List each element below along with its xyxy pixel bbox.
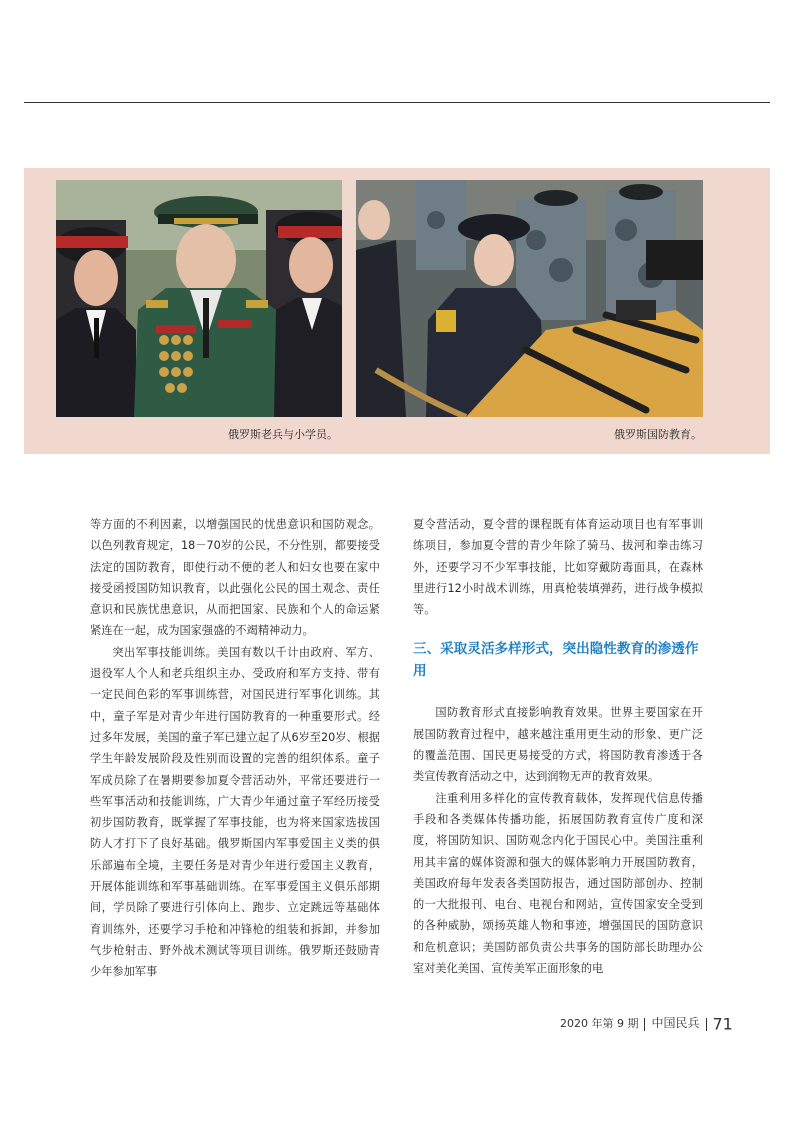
photo-veteran-cadets-image (56, 180, 342, 417)
photo-defense-education-image (356, 180, 703, 417)
paragraph: 国防教育形式直接影响教育效果。世界主要国家在开展国防教育过程中，越来越注重用更生动的形象、更广泛的覆盖范围、国民更易接受的方式，将国防教育渗透于各类宣传教育活动之中，达到润物无声的教育效果。 (413, 706, 703, 784)
paragraph: 注重利用多样化的宣传教育载体，发挥现代信息传播手段和各类媒体传播功能，拓展国防教育宣传广度和深度，将国防知识、国防观念内化于国民心中。美国注重利用其丰富的媒体资源和强大的媒体影响力开展国防教育，美国政府每年发表各类国防报告，通过国防部创办、控制的一大批报刊、电台、电视台和网站，宣传国家安全受到的各种威胁，颂扬英雄人物和事迹，增强国民的国防意识和危机意识；美国防部负责公共事务的国防部长助理办公室对美化美国、宣传美军正面形象的电 (413, 791, 703, 976)
column-left (90, 514, 380, 983)
caption-right: 俄罗斯国防教育。 (614, 428, 702, 441)
paragraph: 突出军事技能训练。美国有数以千计由政府、军方、退役军人个人和老兵组织主办、受政府和军方支持、带有一定民间色彩的军事训练营，对国民进行军事化训练。其中，童子军是对青少年进行国防教育的一种重要形式。经过多年发展，美国的童子军已建立起了从6岁至20岁、根据学生年龄发展阶段及性别而设置的完善的组织体系。童子军成员除了在暑期要参加夏令营活动外，平常还要进行一些军事活动和技能训练，广大青少年通过童子军经历接受初步国防教育，既掌握了军事技能，也为将来国家选拔国防人才打下了良好基础。俄罗斯国内军事爱国主义类的俱乐部遍布全境，主要任务是对青少年进行爱国主义教育，开展体能训练和军事基础训练。在军事爱国主义俱乐部期间，学员除了要进行引体向上、跑步、立定跳远等基础体育训练外，还要学习手枪和冲锋枪的组装和拆卸，并参加气步枪射击、野外战术测试等项目训练。俄罗斯还鼓励青少年参加军事 (90, 645, 380, 979)
footer-divider (706, 1018, 707, 1031)
paragraph: 夏令营活动，夏令营的课程既有体育运动项目也有军事训练项目，参加夏令营的青少年除了骑马、拔河和拳击练习外，还要学习不少军事技能，比如穿戴防毒面具，在森林里进行12小时战术训练，用真枪装填弹药，进行战争模拟等。 (413, 518, 703, 617)
photo-defense-education (356, 180, 703, 417)
paragraph: 等方面的不利因素，以增强国民的忧患意识和国防观念。以色列教育规定，18－70岁的公民，不分性别，都要接受法定的国防教育，即使行动不便的老人和妇女也要在家中接受函授国防知识教育，以此强化公民的国土观念、责任意识和民族忧患意识，从而把国家、民族和个人的命运紧紧连在一起，成为国家强盛的不竭精神动力。 (90, 518, 380, 638)
section-heading: 三、采取灵活多样形式，突出隐性教育的渗透作用 (413, 641, 699, 680)
footer-divider (644, 1018, 645, 1031)
photo-veteran-cadets (56, 180, 342, 417)
photo-band (24, 168, 770, 454)
page-number: 71 (712, 1014, 733, 1034)
caption-left: 俄罗斯老兵与小学员。 (228, 428, 338, 441)
header-rule (24, 102, 770, 103)
page-footer (560, 1014, 750, 1034)
issue-label: 2020 年第 9 期 (560, 1017, 639, 1030)
magazine-name: 中国民兵 (651, 1016, 700, 1030)
column-right (413, 514, 703, 979)
